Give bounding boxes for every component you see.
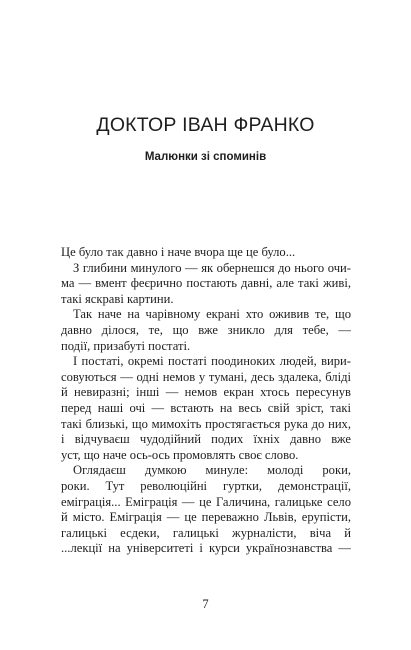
text-line: галицькі есдеки, галицькі журналісти, віча й <box>61 525 351 540</box>
text-line: совуються — одні немов у тумані, десь здалека, бліді <box>61 369 351 384</box>
text-line: давно ділося, те, що вже зникло для тебе, — <box>61 322 351 337</box>
text-line: такі близькі, що мимохіть простягається рука до них, <box>61 416 351 431</box>
text-line: і відчуваєш чудодійний подих їхніх давно вже <box>61 432 351 447</box>
text-line: ...лекції на університеті і курси українознавства — <box>61 541 351 556</box>
text-line: й місто. Еміграція — це переважно Львів, ерупісти, <box>61 510 351 525</box>
text-line: еміграція... Еміграція — це Галичина, галицьке село <box>61 494 351 509</box>
chapter-subtitle: Малюнки зі споминів <box>144 151 267 163</box>
text-line: Це було так давно і наче вчора ще це було... <box>61 245 296 259</box>
text-line: Так наче на чарівному екрані хто оживив те, що <box>73 307 351 322</box>
text-line: уст, що наче ось-ось промовлять своє слово. <box>61 447 299 462</box>
text-line: Оглядаєш думкою минуле: молоді роки, <box>73 463 351 478</box>
text-line: й невиразні; інші — немов екран хтось пересунув <box>61 385 351 400</box>
text-line: роки. Тут революційні гуртки, демонстрації, <box>61 478 351 493</box>
text-line: І постаті, окремі постаті поодиноких людей, вири- <box>73 354 351 369</box>
body-text <box>61 245 351 557</box>
text-line: події, призабуті постаті. <box>61 338 191 353</box>
text-line: такі яскраві картини. <box>61 291 174 306</box>
page-number: 7 <box>202 597 209 611</box>
text-line: ма — вмент феєрично постають давні, але такі живі, <box>61 276 351 291</box>
text-line: перед наші очі — встають на весь свій зріст, такі <box>61 400 351 415</box>
chapter-title: ДОКТОР ІВАН ФРАНКО <box>96 114 315 136</box>
text-line: З глибини минулого — як обернешся до нього очи- <box>73 260 351 275</box>
